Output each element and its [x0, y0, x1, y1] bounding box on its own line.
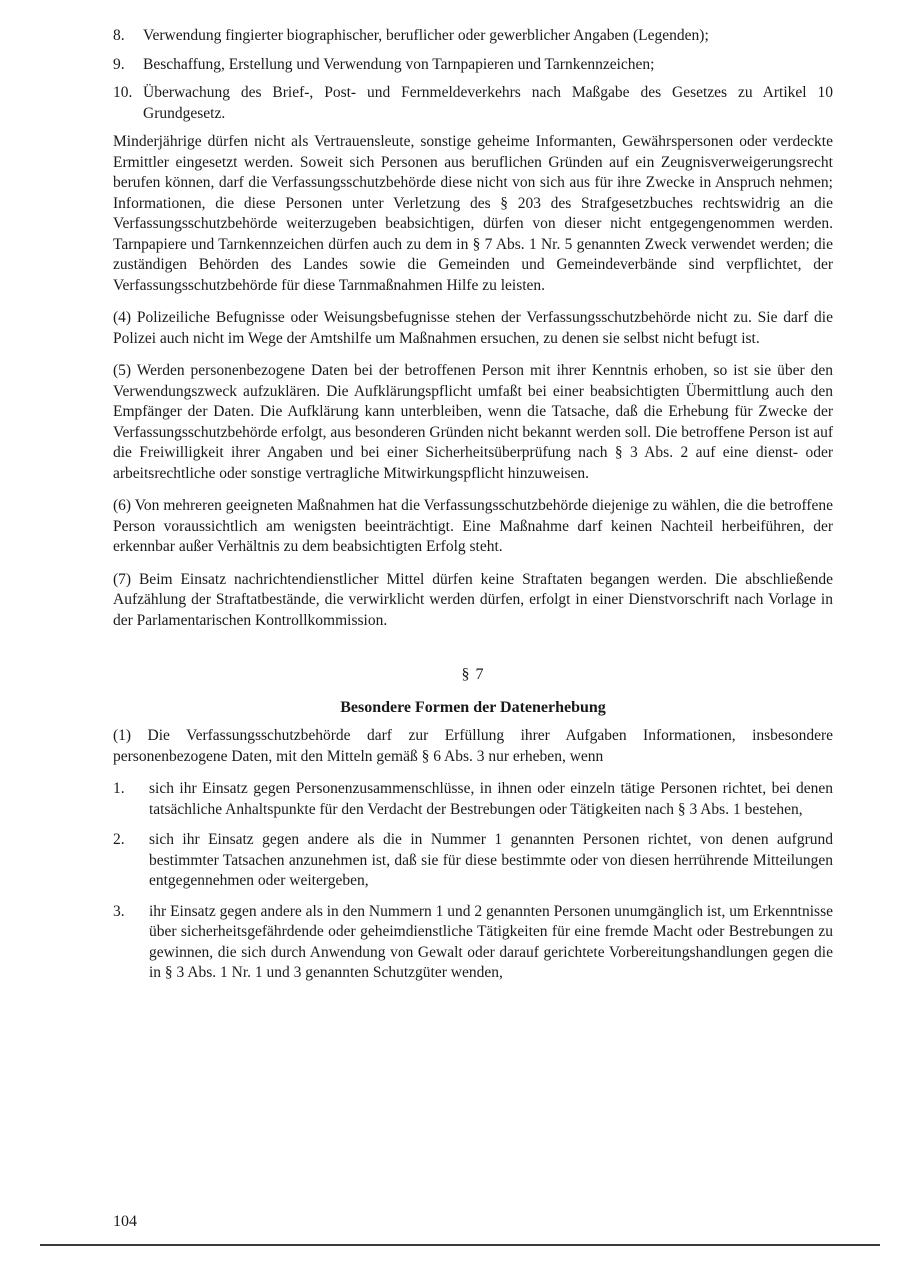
list-item-text: sich ihr Einsatz gegen andere als die in Nummer 1 genannten Personen richtet, von denen aufgrund bestimmter Tatsachen anzunehmen ist, daß sie für diese bestimmte oder von diesen herrührende Mitteilungen entgegennehmen oder weitergeben, — [149, 831, 833, 889]
list-item — [113, 83, 833, 124]
list-item-text: Überwachung des Brief-, Post- und Fernmeldeverkehrs nach Maßgabe des Gesetzes zu Artikel 10 Grundgesetz. — [143, 84, 833, 122]
document-page — [113, 26, 833, 994]
list-item — [113, 902, 833, 984]
list-item — [113, 779, 833, 820]
paragraph-4: (4) Polizeiliche Befugnisse oder Weisungsbefugnisse stehen der Verfassungsschutzbehörde nicht zu. Sie darf die Polizei auch nicht im Wege der Amtshilfe um Maßnahmen ersuchen, zu denen sie selbst nicht befugt ist. — [113, 309, 833, 347]
paragraph-7: (7) Beim Einsatz nachrichtendienstlicher Mittel dürfen keine Straftaten begangen werden. Die abschließende Aufzählung der Straftatbestände, die verwirklicht werden dürfen, erfolgt in einer Dienstvorschrift nach Vorlage in der Parlamentarischen Kontrollkommission. — [113, 570, 833, 629]
section-number: § 7 — [461, 666, 485, 683]
list-item — [113, 830, 833, 892]
list-item-text: sich ihr Einsatz gegen Personenzusammenschlüsse, in ihnen oder einzeln tätige Personen richtet, bei denen tatsächliche Anhaltspunkte für den Verdacht der Bestrebungen oder Tätigkeiten nach § 3 Abs. 1 bestehen, — [149, 780, 833, 818]
list-item-number: 1. — [113, 780, 125, 797]
list-item-number: 10. — [113, 84, 133, 101]
list-item-number: 3. — [113, 902, 125, 920]
list-item-text: Verwendung fingierter biographischer, beruflicher oder gewerblicher Angaben (Legenden); — [143, 27, 709, 44]
list-item — [113, 55, 833, 76]
paragraph-minors: Minderjährige dürfen nicht als Vertrauensleute, sonstige geheime Informanten, Gewährspersonen oder verdeckte Ermittler eingesetzt werden. Soweit sich Personen aus beruflichen Gründen auf ein Zeugnisverweigerungsrecht berufen können, darf die Verfassungsschutzbehörde diese nicht von sich aus für ihre Zwecke in Anspruch nehmen; Informationen, die diese Personen unter Verletzung des § 203 des Strafgesetzbuches rechtswidrig an die Verfassungsschutzbehörde weiterzugeben beabsichtigen, dürfen von dieser nicht entgegengenommen werden. Tarnpapiere und Tarnkennzeichen dürfen auch zu dem in § 7 Abs. 1 Nr. 5 genannten Zweck verwendet werden; die zuständigen Behörden des Landes sowie die Gemeinden und Gemeindeverbände sind verpflichtet, der Verfassungsschutzbehörde für diese Tarnmaßnahmen Hilfe zu leisten. — [113, 133, 833, 294]
section-title: Besondere Formen der Datenerhebung — [340, 698, 606, 716]
list-item-number: 9. — [113, 55, 125, 73]
top-list — [113, 26, 833, 124]
section-intro: (1) Die Verfassungsschutzbehörde darf zur Erfüllung ihrer Aufgaben Informationen, insbesondere personenbezogene Daten, mit den Mitteln gemäß § 6 Abs. 3 nur erheben, wenn — [113, 727, 833, 765]
list-item-text: ihr Einsatz gegen andere als in den Nummern 1 und 2 genannten Personen unumgänglich ist, um Erkenntnisse über sicherheitsgefährdende oder geheimdienstliche Tätigkeiten für eine fremde Macht oder Bestrebungen zu gewinnen, die sich durch Anwendung von Gewalt oder darauf gerichtete Vorbereitungshandlungen gegen die in § 3 Abs. 1 Nr. 1 und 3 genannten Schutzgüter wenden, — [149, 902, 833, 981]
list-item-number: 2. — [113, 831, 125, 848]
list-item-text: Beschaffung, Erstellung und Verwendung von Tarnpapieren und Tarnkennzeichen; — [143, 55, 655, 73]
page-number: 104 — [113, 1213, 137, 1230]
paragraph-6: (6) Von mehreren geeigneten Maßnahmen hat die Verfassungsschutzbehörde diejenige zu wählen, die die betroffene Person voraussichtlich am wenigsten beeinträchtigt. Eine Maßnahme darf keinen Nachteil herbeiführen, der erkennbar außer Verhältnis zu dem beabsichtigten Erfolg steht. — [113, 497, 833, 555]
section-list — [113, 779, 833, 984]
list-item — [113, 26, 833, 47]
list-item-number: 8. — [113, 27, 125, 44]
paragraph-5: (5) Werden personenbezogene Daten bei der betroffenen Person mit ihrer Kenntnis erhoben, so ist sie über den Verwendungszweck aufzuklären. Die Aufklärungspflicht umfaßt bei einer beabsichtigten Übermittlung auch den Empfänger der Daten. Die Aufklärung kann unterbleiben, wenn die Tatsache, daß die Erhebung für Zwecke der Verfassungsschutzbehörde erfolgt, aus besonderen Gründen nicht bekannt werden soll. Die betroffene Person ist auf die Freiwilligkeit ihrer Angaben und bei einer Sicherheitsüberprüfung nach § 3 Abs. 2 auf eine dienst- oder arbeitsrechtliche oder sonstige vertragliche Mitwirkungspflicht hinzuweisen. — [113, 362, 833, 482]
bottom-rule-divider — [40, 1244, 880, 1246]
